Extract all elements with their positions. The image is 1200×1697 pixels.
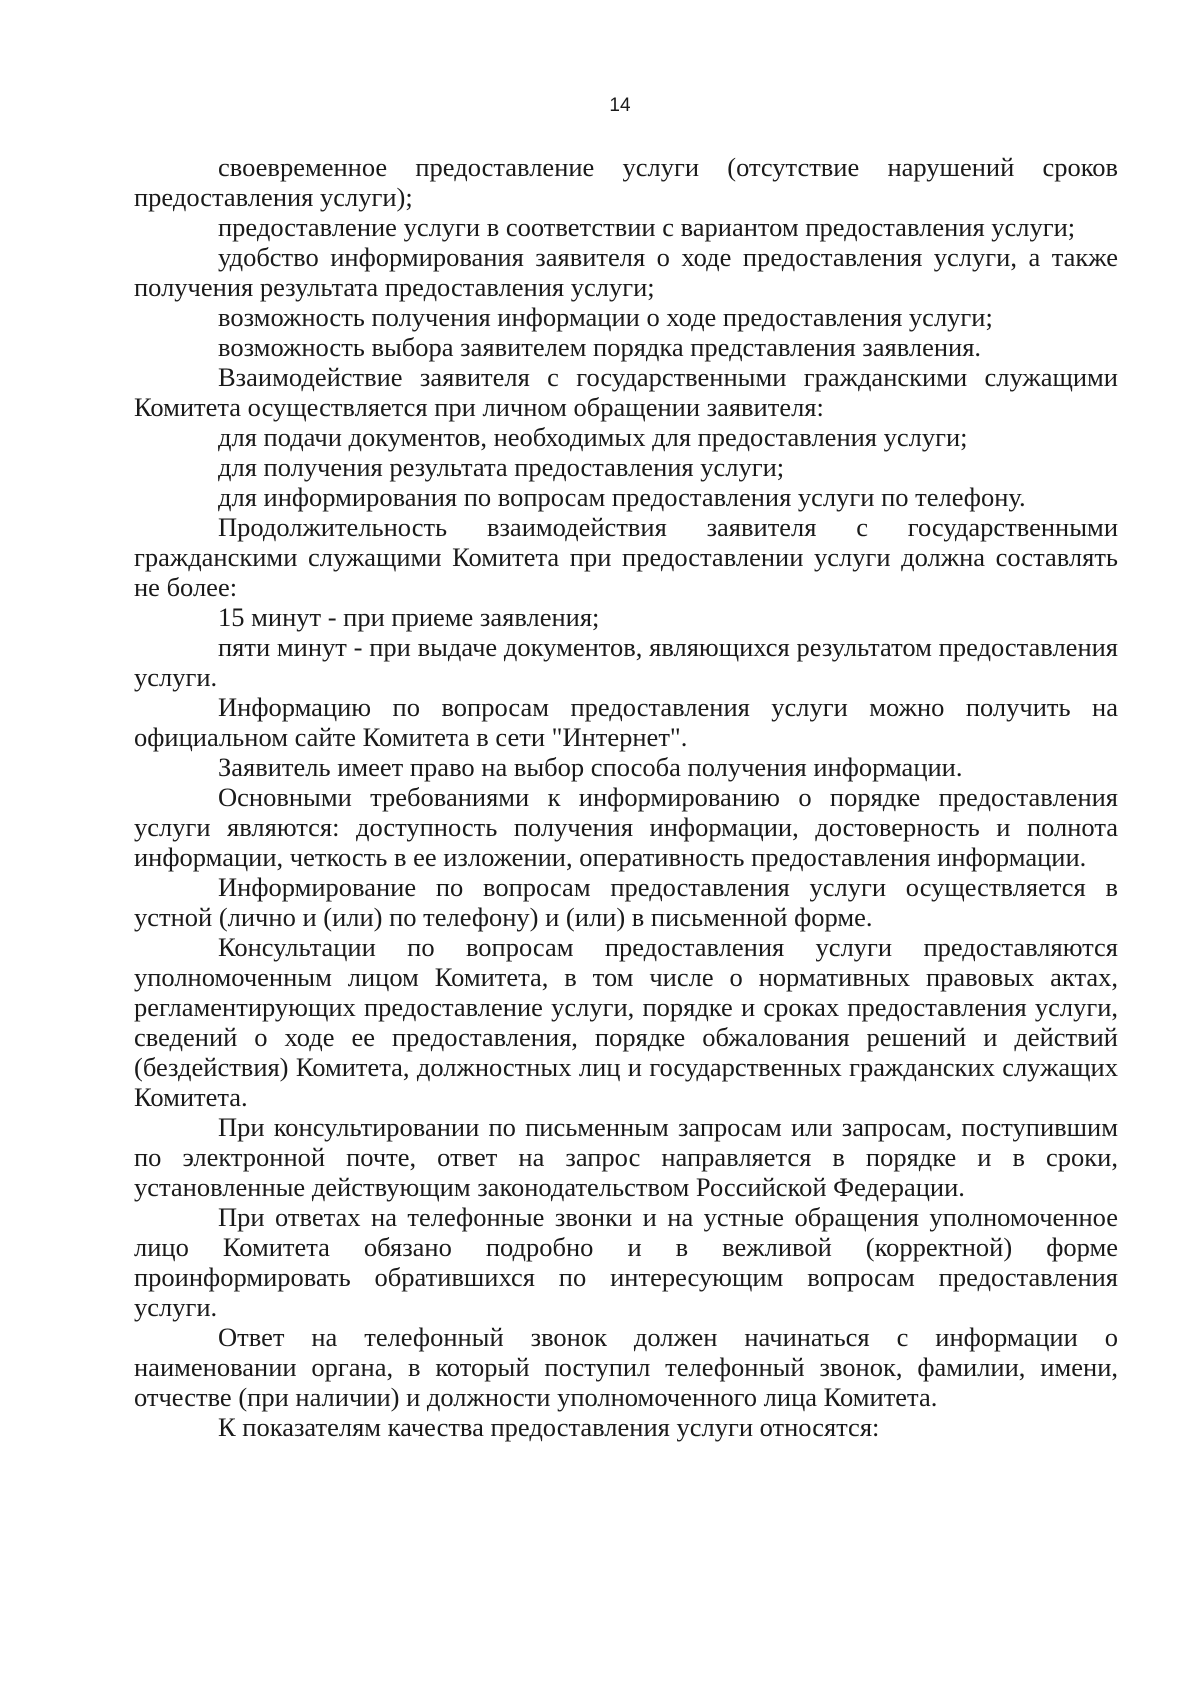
paragraph: Ответ на телефонный звонок должен начинаться с информации о наименовании органа, в который поступил телефонный звонок, фамилии, имени, отчестве (при наличии) и должности уполномоченного лица Комитета. xyxy=(134,1322,1118,1412)
paragraph: возможность получения информации о ходе предоставления услуги; xyxy=(218,302,993,332)
page-number: 14 xyxy=(609,95,631,116)
paragraph: Продолжительность взаимодействия заявителя с государственными гражданскими служащими Комитета при предоставлении услуги должна составлять не более: xyxy=(134,512,1118,602)
paragraph: Информирование по вопросам предоставления услуги осуществляется в устной (лично и (или) по телефону) и (или) в письменной форме. xyxy=(134,872,1118,932)
paragraph: удобство информирования заявителя о ходе предоставления услуги, а также получения результата предоставления услуги; xyxy=(134,242,1118,302)
paragraph: При консультировании по письменным запросам или запросам, поступившим по электронной почте, ответ на запрос направляется в порядке и в сроки, установленные действующим законодательством Российской Федерации. xyxy=(134,1112,1118,1202)
paragraph: Основными требованиями к информированию о порядке предоставления услуги являются: доступность получения информации, достоверность и полнота информации, четкость в ее изложении, оперативность предоставления информации. xyxy=(134,782,1118,872)
document-body xyxy=(134,152,1118,1442)
paragraph: Заявитель имеет право на выбор способа получения информации. xyxy=(218,752,963,782)
paragraph: для подачи документов, необходимых для предоставления услуги; xyxy=(218,422,968,452)
paragraph: К показателям качества предоставления услуги относятся: xyxy=(218,1412,880,1442)
paragraph: Взаимодействие заявителя с государственными гражданскими служащими Комитета осуществляется при личном обращении заявителя: xyxy=(134,362,1118,422)
paragraph: для получения результата предоставления услуги; xyxy=(218,452,785,482)
paragraph: пяти минут - при выдаче документов, являющихся результатом предоставления услуги. xyxy=(134,632,1118,692)
paragraph: Информацию по вопросам предоставления услуги можно получить на официальном сайте Комитета в сети "Интернет". xyxy=(134,692,1118,752)
paragraph: для информирования по вопросам предоставления услуги по телефону. xyxy=(218,482,1026,512)
paragraph: Консультации по вопросам предоставления услуги предоставляются уполномоченным лицом Комитета, в том числе о нормативных правовых актах, регламентирующих предоставление услуги, порядке и сроках предоставления услуги, сведений о ходе ее предоставления, порядке обжалования решений и действий (бездействия) Комитета, должностных лиц и государственных гражданских служащих Комитета. xyxy=(134,932,1118,1112)
paragraph: своевременное предоставление услуги (отсутствие нарушений сроков предоставления услуги); xyxy=(134,152,1118,212)
paragraph: предоставление услуги в соответствии с вариантом предоставления услуги; xyxy=(218,212,1076,242)
paragraph: возможность выбора заявителем порядка представления заявления. xyxy=(218,332,982,362)
paragraph: При ответах на телефонные звонки и на устные обращения уполномоченное лицо Комитета обязано подробно и в вежливой (корректной) форме проинформировать обратившихся по интересующим вопросам предоставления услуги. xyxy=(134,1202,1118,1322)
paragraph: 15 минут - при приеме заявления; xyxy=(218,602,600,632)
